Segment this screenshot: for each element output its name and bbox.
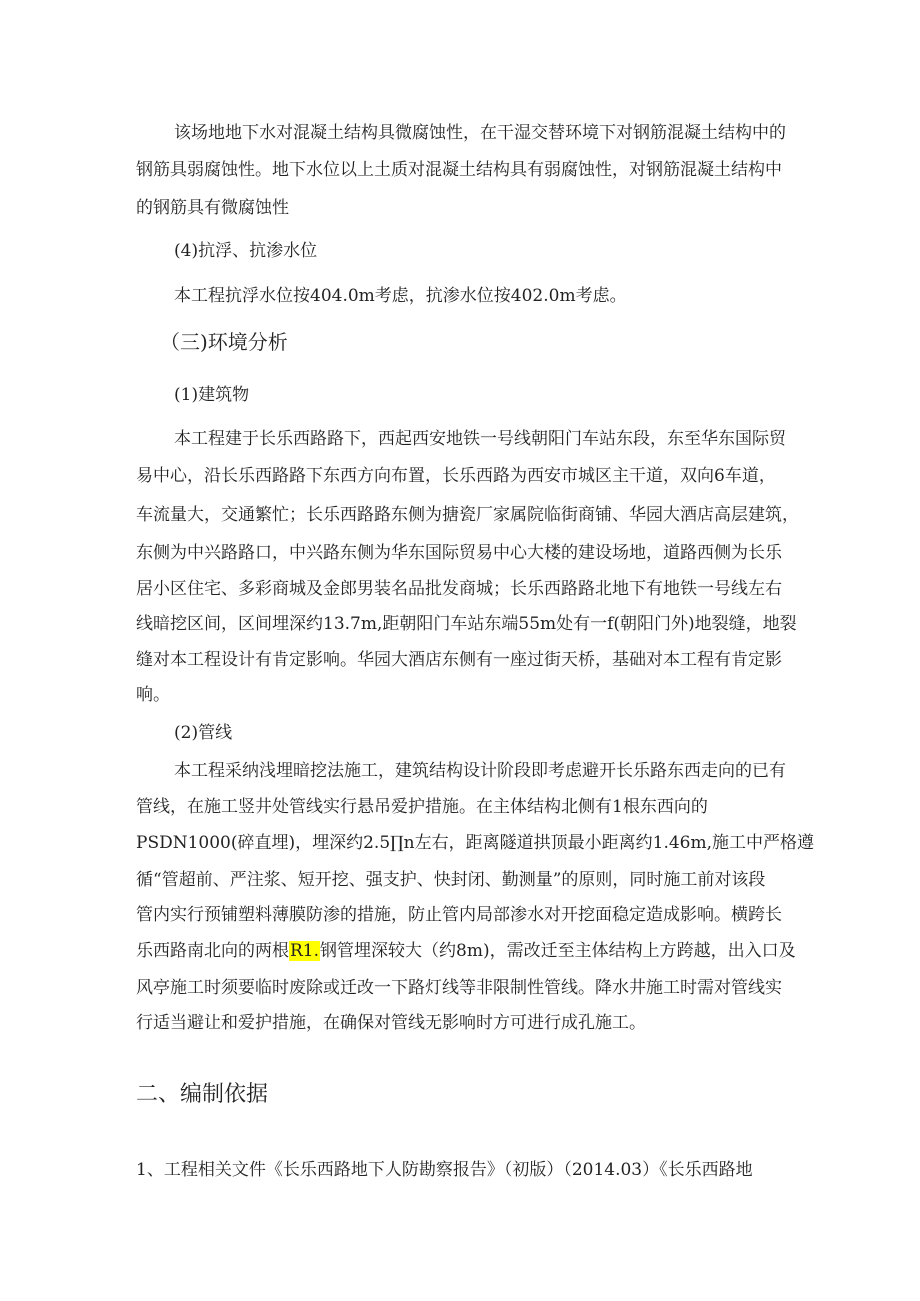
paragraph-line: 的钢筋具有微腐蚀性 — [136, 198, 289, 218]
subheading-water-level: (4)抗浮、抗渗水位 — [174, 241, 318, 261]
paragraph-line: 本工程采纳浅埋暗挖法施工，建筑结构设计阶段即考虑避开长乐路东西走向的已有 — [174, 761, 786, 781]
section-heading-basis: 二、编制依据 — [136, 1082, 269, 1107]
paragraph-line: 该场地地下水对混凝土结构具微腐蚀性，在干湿交替环境下对钢筋混凝土结构中的 — [174, 123, 786, 143]
paragraph-line: 本工程建于长乐西路路下，西起西安地铁一号线朝阳门车站东段，东至华东国际贸 — [174, 429, 786, 449]
text-run: 乐西路南北向的两根 — [136, 941, 289, 961]
paragraph-line: 管线，在施工竖井处管线实行悬吊爱护措施。在主体结构北侧有1根东西向的 — [136, 797, 708, 817]
paragraph-line: 易中心，沿长乐西路路下东西方向布置，长乐西路为西安市城区主干道，双向6车道， — [136, 466, 776, 486]
paragraph-line: 循“管超前、严注浆、短开挖、强支护、快封闭、勤测量”的原则，同时施工前对该段 — [136, 870, 766, 890]
subheading-buildings: (1)建筑物 — [174, 385, 250, 405]
paragraph-line: 东侧为中兴路路口，中兴路东侧为华东国际贸易中心大楼的建设场地，道路西侧为长乐 — [136, 543, 782, 563]
paragraph-line: 线暗挖区间，区间埋深约13.7m,距朝阳门车站东端55m处有一f(朝阳门外)地裂缝，地裂 — [136, 614, 797, 634]
paragraph-line: 车流量大，交通繁忙；长乐西路路东侧为搪瓷厂家属院临街商铺、华园大酒店高层建筑， — [136, 505, 799, 525]
subheading-pipelines: (2)管线 — [174, 723, 233, 743]
highlighted-text: R1. — [290, 941, 320, 961]
paragraph-line: 管内实行预铺塑料薄膜防渗的措施，防止管内局部渗水对开挖面稳定造成影响。横跨长 — [136, 905, 782, 925]
paragraph-line: 响。 — [136, 685, 170, 705]
paragraph-line: 缝对本工程设计有肯定影响。华园大酒店东侧有一座过街天桥，基础对本工程有肯定影 — [136, 650, 782, 670]
text-run: 钢管埋深较大（约8m)，需改迁至主体结构上方跨越，出入口及 — [320, 941, 796, 961]
paragraph-line: 本工程抗浮水位按404.0m考虑，抗渗水位按402.0m考虑。 — [174, 286, 627, 306]
paragraph-line: 1、工程相关文件《长乐西路地下人防勘察报告》（初版）（2014.03）《长乐西路地 — [136, 1160, 753, 1180]
paragraph-line: 钢筋具弱腐蚀性。地下水位以上土质对混凝土结构具有弱腐蚀性，对钢筋混凝土结构中 — [136, 160, 782, 180]
paragraph-line: 风亭施工时须要临时废除或迁改一下路灯线等非限制性管线。降水井施工时需对管线实 — [136, 978, 782, 998]
paragraph-line: 居小区住宅、多彩商城及金郎男装名品批发商城；长乐西路路北地下有地铁一号线左右 — [136, 579, 782, 599]
paragraph-line-with-highlight — [136, 939, 796, 963]
paragraph-line: PSDN1000(碎直埋)，埋深约2.5∏n左右，距离隧道拱顶最小距离约1.46m,施工中严格遵 — [136, 833, 815, 853]
section-heading-environment: （三)环境分析 — [160, 330, 288, 354]
paragraph-line: 行适当避让和爱护措施，在确保对管线无影响时方可进行成孔施工。 — [136, 1013, 646, 1033]
